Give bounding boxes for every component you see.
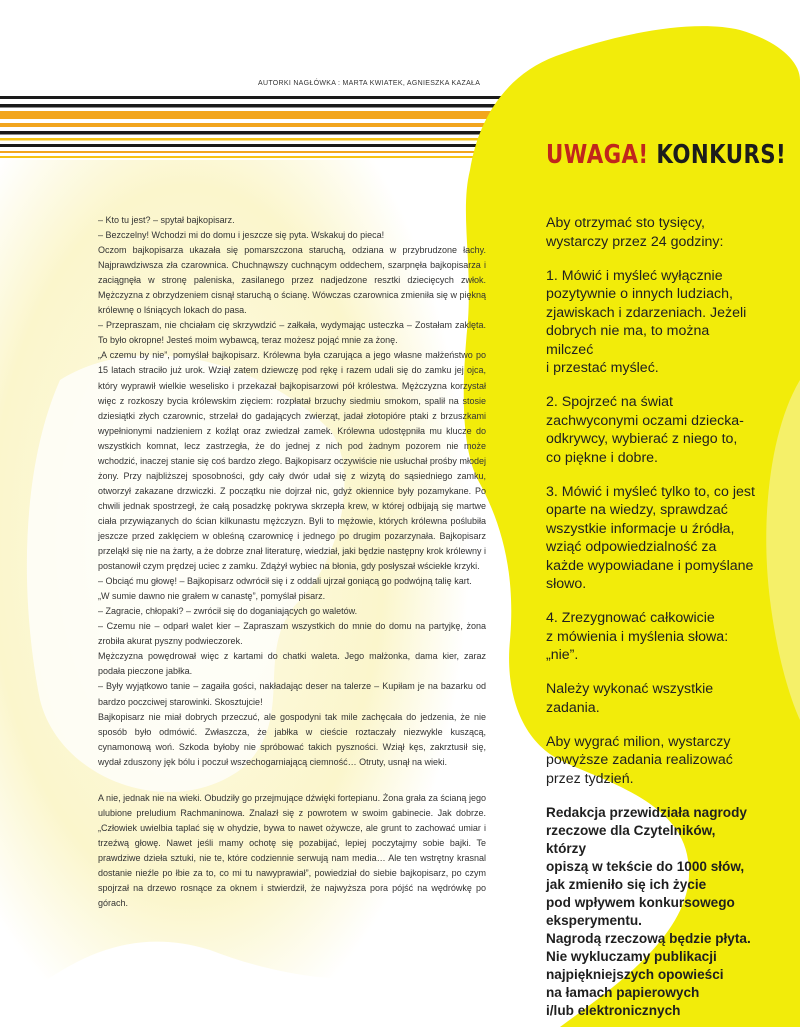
rule-item: 2. Spojrzeć na świat zachwyconymi oczami dziecka-odkrywcy, wybierać z niego to, co piękne i dobre. <box>546 394 744 466</box>
rule-item: 3. Mówić i myśleć tylko to, co jest oparte na wiedzy, sprawdzać wszystkie informacje u źródła, wziąć odpowiedzialność za każde wypowiadane i pomyślane słowo. <box>546 483 755 592</box>
story-paragraph: „A czemu by nie”, pomyślał bajkopisarz. Królewna była czarująca a jego własne małżeństwo po 15 latach straciło już urok. Wziął zatem dziewczę pod rękę i razem udali się do zamku jej ojca, który wyprawił wielkie weselisko i przekazał bajkopisarzowi pół królestwa. Mężczyzna korzystał więc z rozkoszy bycia królewskim zięciem: rozpłatał brzuchy siedmiu smokom, spalił na stosie dziesiątki złych czarownic, strzelał do gadających zwierząt, jadał złotopióre ptaki z brzuszkami wypełnionymi nadzieniem z koźląt oraz zwiedzał zamek. Królewna udostępniła mu klucze do wszystkich komnat, lecz zastrzegła, że do jednej z nich pod żadnym pozorem nie może wchodzić, inaczej stanie się coś bardzo złego. Bajkopisarz oczywiście nie usłuchał prośby młodej żony. Przy najbliższej sposobności, gdy cały dwór udał się z wizytą do sąsiedniego zamku, otworzył zakazane drzwiczki. Z początku nie dojrzał nic, gdyż okiennice były pozamykane. Po chwili jednak spostrzegł, że całą posadzkę pokrywa skrzepła krew, w której odbijają się martwe ciała przywiązanych do ścian kilkunastu mężczyzn. Byli to mężowie, których królewna poślubiła jeszcze przed zaklęciem w obleśną czarownicę i jednego po drugim pozarzynała. Bajkopisarz przeląkł się nie na żarty, a że dobrze znał literaturę, wiedział, jaki będzie następny krok królewny i postanowił czym prędzej uciec z zamku. Zdążył wybiec na błonia, gdy posłyszał wściekłe krzyki. <box>98 350 486 572</box>
story-paragraph: A nie, jednak nie na wieki. Obudziły go przejmujące dźwięki fortepianu. Żona grała za ścianą jego ulubione preludium Rachmaninowa. Znalazł się z powrotem w swoim gabinecie. Jak dobrze. „Człowiek uwielbia taplać się w ohydzie, bywa to nawet ożywcze, ale grunt to zachować umiar i trzeźwą głowę. Nawet jeśli mamy ochotę się pozabijać, lepiej poczytajmy sobie bajki. Te prawdziwe dzieła sztuki, nie te, które codziennie serwują nam media… Ale ten wstrętny krasnal dostanie nieźle po łbie za to, co mi tu nawyprawiał”, powiedział do siebie bajkopisarz, po czym spojrzał na drzewo rosnące za oknem i stwierdził, że najwyższa pora pójść na wędrówkę po górach. <box>98 792 486 909</box>
rules-prize: Redakcja przewidziała nagrody rzeczowe dla Czytelników, którzy opiszą w tekście do 1000 słów, jak zmieniło się ich życie pod wpływem konkursowego eksperymentu. Nagrodą rzeczową będzie płyta. Nie wykluczamy publikacji najpiękniejszych opowieści na łamach papierowych i/lub elektronicznych <box>546 804 751 1018</box>
story-paragraph: Mężczyzna powędrował więc z kartami do chatki waleta. Jego małżonka, dama kier, zaraz podała pieczone jabłka. <box>98 651 486 677</box>
rules-intro: Aby otrzymać sto tysięcy, wystarczy przez 24 godziny: <box>546 215 724 250</box>
story-paragraph: – Czemu nie – odparł walet kier – Zapraszam wszystkich do mnie do domu na partyjkę, żona zrobiła akurat pyszny podwieczorek. <box>98 621 486 647</box>
story-paragraph: – Były wyjątkowo tanie – zagaiła gości, nakładając deser na talerze – Kupiłam je na bazarku od bardzo poczciwej starowinki. Skosztujcie! <box>98 681 486 707</box>
story-paragraph: – Zagracie, chłopaki? – zwrócił się do doganiających go waletów. <box>98 606 358 617</box>
story-text <box>98 213 486 911</box>
contest-rules <box>546 214 756 1035</box>
rules-million: Aby wygrać milion, wystarczy powyższe zadania realizować przez tydzień. <box>546 733 733 787</box>
story-paragraph: – Przepraszam, nie chciałam cię skrzywdzić – załkała, wydymając usteczka – Zostałam zaklęta. To było okropne! Jesteś moim wybawcą, teraz możesz pojąć mnie za żonę. <box>98 320 486 346</box>
story-paragraph: Oczom bajkopisarza ukazała się pomarszczona staruchą, odziana w przybrudzone łachy. Najprawdziwsza zła czarownica. Chuchnąwszy cuchnącym oddechem, szarpnęła bajkopisarza i zaciągnęła w stronę paleniska, zasilanego przez nadjedzone resztki dziecięcych zwłok. Mężczyzna z obrzydzeniem cisnął staruchą o ścianę. Wówczas czarownica zmieniła się w piękną królewnę o lśniących lokach do pasa. <box>98 245 486 316</box>
rule-item: 4. Zrezygnować całkowicie z mówienia i myślenia słowa: „nie”. <box>546 610 729 663</box>
contest-title-konkurs: KONKURS! <box>656 140 787 170</box>
contest-title <box>546 140 787 170</box>
story-paragraph: – Obciąć mu głowę! – Bajkopisarz odwrócił się i z oddali ujrzał goniącą go podwójną talię kart. <box>98 576 472 587</box>
header-credit: AUTORKI NAGŁÓWKA : MARTA KWIATEK, AGNIESZKA KAZAŁA <box>258 80 481 87</box>
story-paragraph: – Kto tu jest? – spytał bajkopisarz. <box>98 215 235 225</box>
contest-title-uwaga: UWAGA! <box>546 140 649 170</box>
paragraph-gap <box>98 770 486 791</box>
rule-item: 1. Mówić i myśleć wyłącznie pozytywnie o innych ludziach, zjawiskach i zdarzeniach. Jeżeli dobrych nie ma, to można milczeć i przestać myśleć. <box>546 267 747 376</box>
rules-all-tasks: Należy wykonać wszystkie zadania. <box>546 681 714 716</box>
story-paragraph: „W sumie dawno nie grałem w canastę”, pomyślał pisarz. <box>98 591 326 602</box>
story-paragraph: Bajkopisarz nie miał dobrych przeczuć, ale gospodyni tak mile zachęcała do jedzenia, że nie sposób było odmówić. Zwłaszcza, że jabłka w cieście roztaczały niezwykle kuszącą, cynamonową woń. Szkoda byłoby nie spróbować takich pyszności. Wziął kęs, zakrztusił się, wydał zduszony jęk bólu i poczuł wszechogarniającą ciemność… Otruty, usnął na wieki. <box>98 711 486 767</box>
story-paragraph: – Bezczelny! Wchodzi mi do domu i jeszcze się pyta. Wskakuj do pieca! <box>98 230 385 241</box>
